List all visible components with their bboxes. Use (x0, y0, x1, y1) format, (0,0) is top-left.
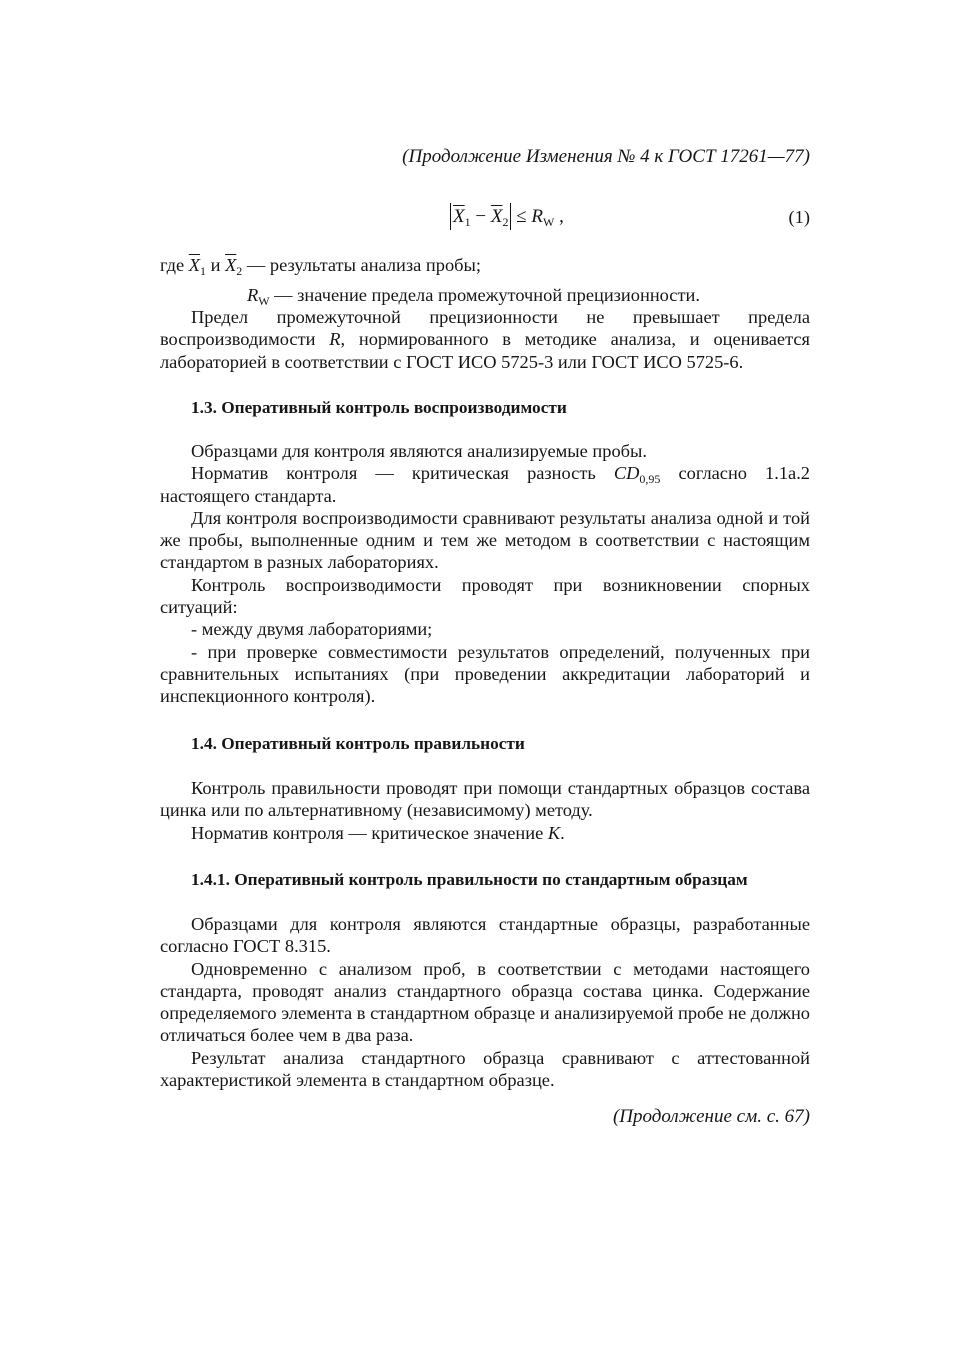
where-x1: $\overline{X}$ (188, 255, 200, 275)
s13-p2-b: согласно 1.1а.2 настоящего стандарта. (160, 463, 810, 506)
rw-symbol: R (531, 206, 543, 227)
continuation-footer: (Продолжение см. с. 67) (612, 1106, 810, 1127)
s14-p2 (160, 822, 810, 844)
section-1-3-body (160, 440, 810, 708)
rw-def-sub: W (258, 294, 270, 308)
formula-expression (450, 203, 564, 230)
s14-p2-b: . (560, 822, 565, 843)
leq-sign: ≤ (516, 206, 527, 227)
formula-number: (1) (788, 207, 810, 227)
rw-def-desc: — значение предела промежуточной прецизионности. (274, 285, 700, 305)
s13-p5: - между двумя лабораториями; (191, 619, 433, 640)
limit-paragraph-block (160, 306, 810, 373)
where-x1-sub: 1 (200, 264, 206, 278)
section-1-4-1-body (160, 913, 810, 1091)
where-lead: где (160, 255, 185, 275)
s141-p3: Результат анализа стандартного образца сравнивают с аттестованной характеристикой элемента в стандартном образце. (160, 1047, 810, 1091)
heading-1-4-1: 1.4.1. Оперативный контроль правильности по стандартным образцам (191, 870, 748, 889)
cd-subscript: 0,95 (639, 472, 661, 487)
limit-paragraph (160, 306, 810, 373)
where-and: и (210, 255, 221, 275)
section-1-4-body (160, 777, 810, 844)
continuation-header: (Продолжение Изменения № 4 к ГОСТ 17261—77) (402, 146, 810, 167)
limit-symbol: R (329, 329, 341, 350)
where-x2-sub: 2 (236, 264, 243, 278)
where-desc: — результаты анализа пробы; (246, 255, 481, 275)
s13-p6: - при проверке совместимости результатов определений, полученных при сравнительных испытаниях (при проведении аккредитации лабораторий и инспекционного контроля). (160, 641, 810, 707)
s13-p4: Контроль воспроизводимости проводят при возникновении спорных ситуаций: (160, 574, 810, 618)
limit-text-a: Предел промежуточной прецизионности не превышает предела воспроизводимости (160, 307, 810, 350)
heading-1-3: 1.3. Оперативный контроль воспроизводимости (191, 398, 567, 417)
k-symbol: K (547, 822, 561, 843)
cd-symbol: CD (613, 463, 640, 484)
rw-def-symbol: R (247, 285, 259, 305)
minus-sign: − (475, 206, 487, 227)
s141-p1: Образцами для контроля являются стандартные образцы, разработанные согласно ГОСТ 8.315. (160, 914, 810, 957)
rw-subscript: W (542, 215, 555, 229)
rw-definition (247, 284, 810, 306)
s13-p2 (160, 462, 810, 507)
s13-p2-a: Норматив контроля — критическая разность (191, 463, 614, 484)
s13-p1: Образцами для контроля являются анализируемые пробы. (191, 441, 647, 461)
s141-p2: Одновременно с анализом проб, в соответствии с методами настоящего стандарта, проводят анализ стандартного образца состава цинка. Содержание определяемого элемента в стандартном образце и анализируемой пробе не должно отличаться более чем в два раза. (160, 958, 810, 1046)
formula-tail: , (554, 206, 564, 227)
formula-1 (160, 203, 810, 233)
s14-p1: Контроль правильности проводят при помощи стандартных образцов состава цинка или по альтернативному (независимому) методу. (160, 778, 810, 821)
limit-text-b: , нормированного в методике анализа, и оценивается лабораторией в соответствии с ГОСТ ИСО 5725-3 или ГОСТ ИСО 5725-6. (160, 329, 810, 372)
x1-symbol: $\overline{X}$ (453, 206, 465, 227)
x2-subscript: 2 (502, 215, 509, 229)
s14-p2-a: Норматив контроля — критическое значение (191, 822, 548, 843)
x1-subscript: 1 (464, 215, 471, 229)
where-line (160, 254, 810, 276)
x2-symbol: $\overline{X}$ (490, 206, 503, 227)
heading-1-4: 1.4. Оперативный контроль правильности (191, 734, 525, 753)
absolute-value (450, 203, 511, 230)
s13-p3: Для контроля воспроизводимости сравнивают результаты анализа одной и той же пробы, выполненные одним и тем же методом в соответствии с настоящим стандартом в разных лабораториях. (160, 507, 810, 573)
where-x2: $\overline{X}$ (225, 255, 237, 275)
